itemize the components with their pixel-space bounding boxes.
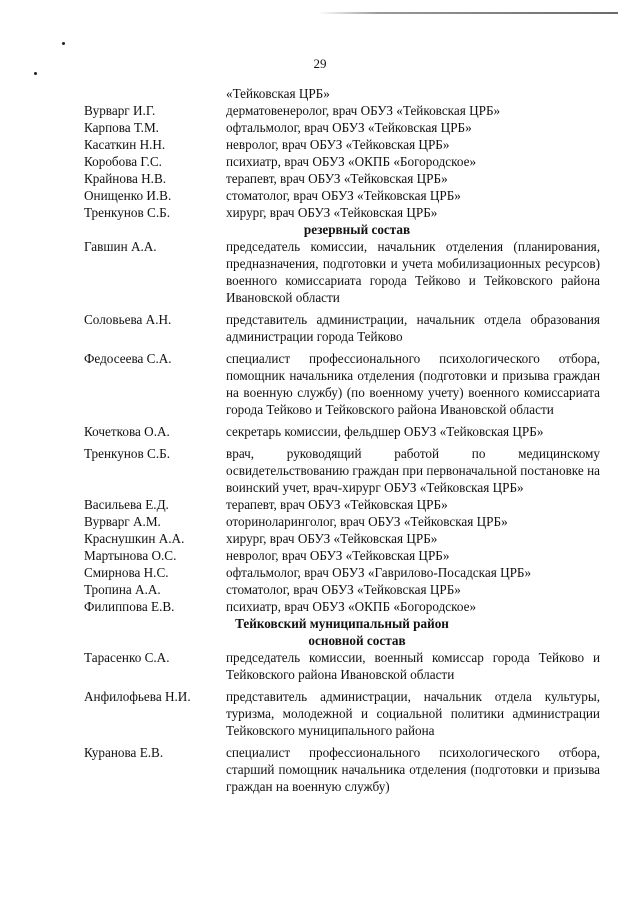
member-role: терапевт, врач ОБУЗ «Тейковская ЦРБ» [226,497,448,512]
list-item [84,85,600,102]
member-name: Коробова Г.С. [84,154,162,169]
member-name: Мартынова О.С. [84,548,177,563]
list-item [84,598,600,615]
list-item [84,581,600,598]
list-item [84,136,600,153]
member-name: Касаткин Н.Н. [84,137,166,152]
member-role: невролог, врач ОБУЗ «Тейковская ЦРБ» [226,548,450,563]
member-name [84,85,226,102]
list-item [84,170,600,187]
commission-list-block3 [84,496,600,615]
member-role: хирург, врач ОБУЗ «Тейковская ЦРБ» [226,531,438,546]
member-name: Карпова Т.М. [84,120,159,135]
member-name: Васильева Е.Д. [84,497,169,512]
member-name: Филиппова Е.В. [84,599,175,614]
list-item [84,102,600,119]
member-name: Тренкунов С.Б. [84,205,171,220]
heading-reserve: резервный состав [303,222,411,237]
member-name: Куранова Е.В. [84,745,164,760]
scan-artifact-dot [34,72,37,75]
member-role: хирург, врач ОБУЗ «Тейковская ЦРБ» [226,205,438,220]
member-role: представитель администрации, начальник отдела образования администрации города Тейково [226,312,600,344]
scan-artifact-dot [62,42,65,45]
list-item [84,238,600,306]
member-role: врач, руководящий работой по медицинскому освидетельствованию граждан при первоначальной постановке на воинский учет, врач-хирург ОБУЗ «Тейковская ЦРБ» [226,446,600,495]
member-role: председатель комиссии, военный комиссар города Тейково и Тейковского района Ивановской области [226,650,600,682]
member-name: Крайнова Н.В. [84,171,167,186]
member-role: специалист профессионального психологического отбора, помощник начальника отделения (подготовки и призыва граждан на военную службу) (по военному учету) военного комиссариата города Тейково и Тейковского района Ивановской области [226,351,600,417]
member-role: специалист профессионального психологического отбора, старший помощник начальника отделения (подготовки и призыва граждан на военную службу) [226,745,600,794]
commission-list-reserve [84,238,600,496]
member-role: «Тейковская ЦРБ» [226,86,330,101]
member-name: Тренкунов С.Б. [84,446,171,461]
list-item [84,513,600,530]
member-role: терапевт, врач ОБУЗ «Тейковская ЦРБ» [226,171,448,186]
member-role: оториноларинголог, врач ОБУЗ «Тейковская ЦРБ» [226,514,508,529]
member-role: председатель комиссии, начальник отделения (планирования, предназначения, подготовки и учета мобилизационных ресурсов) военного комиссариата города Тейково и Тейковского района Ивановской области [226,239,600,305]
heading-district: Тейковский муниципальный район [235,616,449,631]
member-role: психиатр, врач ОБУЗ «ОКПБ «Богородское» [226,599,477,614]
scan-artifact-line [318,12,618,14]
list-item [84,744,600,795]
member-name: Смирнова Н.С. [84,565,169,580]
list-item [84,350,600,418]
member-name: Тарасенко С.А. [84,650,170,665]
list-item [84,564,600,581]
member-role: психиатр, врач ОБУЗ «ОКПБ «Богородское» [226,154,477,169]
list-item [84,445,600,496]
member-role: дерматовенеролог, врач ОБУЗ «Тейковская ЦРБ» [226,103,501,118]
member-name: Федосеева С.А. [84,351,172,366]
list-item [84,530,600,547]
member-role: офтальмолог, врач ОБУЗ «Гаврилово-Посадская ЦРБ» [226,565,532,580]
member-name: Анфилофьева Н.И. [84,689,191,704]
commission-list-main [84,649,600,795]
list-item [84,187,600,204]
member-name: Вурварг И.Г. [84,103,156,118]
document-body [84,85,600,795]
list-item [84,153,600,170]
member-name: Кочеткова О.А. [84,424,170,439]
member-name: Вурварг А.М. [84,514,161,529]
list-item [84,496,600,513]
commission-list-block1 [84,102,600,221]
member-role: стоматолог, врач ОБУЗ «Тейковская ЦРБ» [226,188,461,203]
member-role: стоматолог, врач ОБУЗ «Тейковская ЦРБ» [226,582,461,597]
member-name: Тропина А.А. [84,582,161,597]
member-name: Гавшин А.А. [84,239,157,254]
page-number: 29 [313,56,327,71]
member-name: Онищенко И.В. [84,188,172,203]
list-item [84,688,600,739]
list-item [84,204,600,221]
member-name: Краснушкин А.А. [84,531,185,546]
member-name: Соловьева А.Н. [84,312,172,327]
member-role: секретарь комиссии, фельдшер ОБУЗ «Тейковская ЦРБ» [226,424,544,439]
list-item [84,119,600,136]
list-item [84,649,600,683]
list-item [84,547,600,564]
list-item [84,311,600,345]
member-role: невролог, врач ОБУЗ «Тейковская ЦРБ» [226,137,450,152]
list-item [84,423,600,440]
heading-main: основной состав [308,633,406,648]
member-role: офтальмолог, врач ОБУЗ «Тейковская ЦРБ» [226,120,472,135]
member-role: представитель администрации, начальник отдела культуры, туризма, молодежной и социальной политики администрации Тейковского муниципального района [226,689,600,738]
